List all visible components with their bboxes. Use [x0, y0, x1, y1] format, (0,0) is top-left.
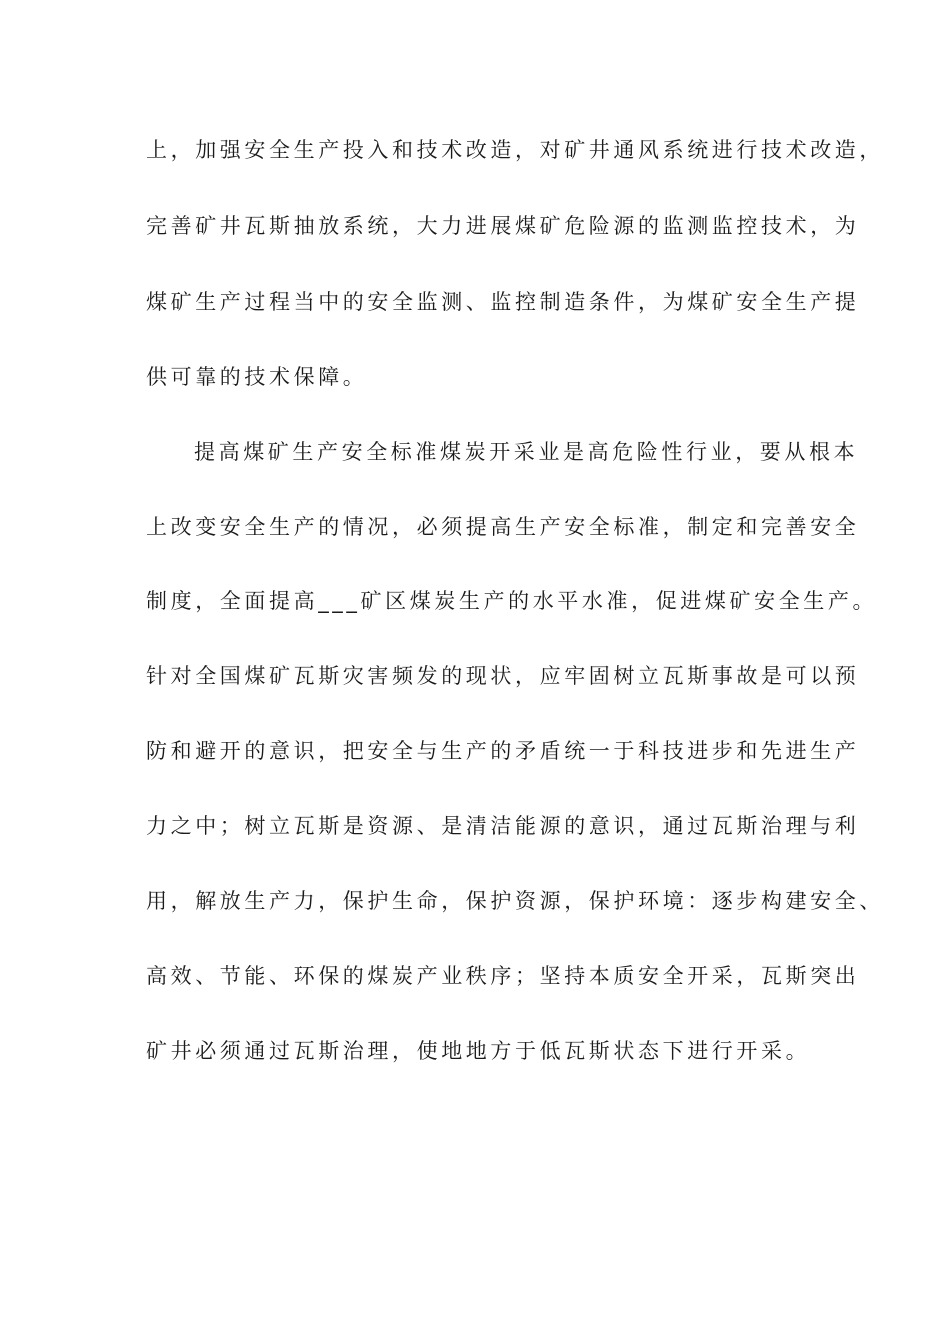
- paragraph-line: 高效、节能、环保的煤炭产业秩序；坚持本质安全开采，瓦斯突出: [146, 964, 860, 988]
- paragraph-line: 针对全国煤矿瓦斯灾害频发的现状，应牢固树立瓦斯事故是可以预: [146, 664, 860, 688]
- paragraph-line: 上，加强安全生产投入和技术改造，对矿井通风系统进行技术改造，: [146, 138, 884, 162]
- paragraph-line: 防和避开的意识，把安全与生产的矛盾统一于科技进步和先进生产: [146, 739, 860, 763]
- paragraph-line: 提高煤矿生产安全标准煤炭开采业是高危险性行业，要从根本: [194, 440, 859, 464]
- paragraph-line: 制度，全面提高___矿区煤炭生产的水平水准，促进煤矿安全生产。: [146, 589, 878, 613]
- paragraph-line: 用，解放生产力，保护生命，保护资源，保护环境：逐步构建安全、: [146, 889, 884, 913]
- paragraph-line: 供可靠的技术保障。: [146, 365, 368, 389]
- paragraph-line: 力之中；树立瓦斯是资源、是清洁能源的意识，通过瓦斯治理与利: [146, 814, 860, 838]
- paragraph-line: 完善矿井瓦斯抽放系统，大力进展煤矿危险源的监测监控技术，为: [146, 214, 860, 238]
- paragraph-line: 矿井必须通过瓦斯治理，使地地方于低瓦斯状态下进行开采。: [146, 1039, 811, 1063]
- paragraph-line: 上改变安全生产的情况，必须提高生产安全标准，制定和完善安全: [146, 515, 860, 539]
- paragraph-line: 煤矿生产过程当中的安全监测、监控制造条件，为煤矿安全生产提: [146, 290, 860, 314]
